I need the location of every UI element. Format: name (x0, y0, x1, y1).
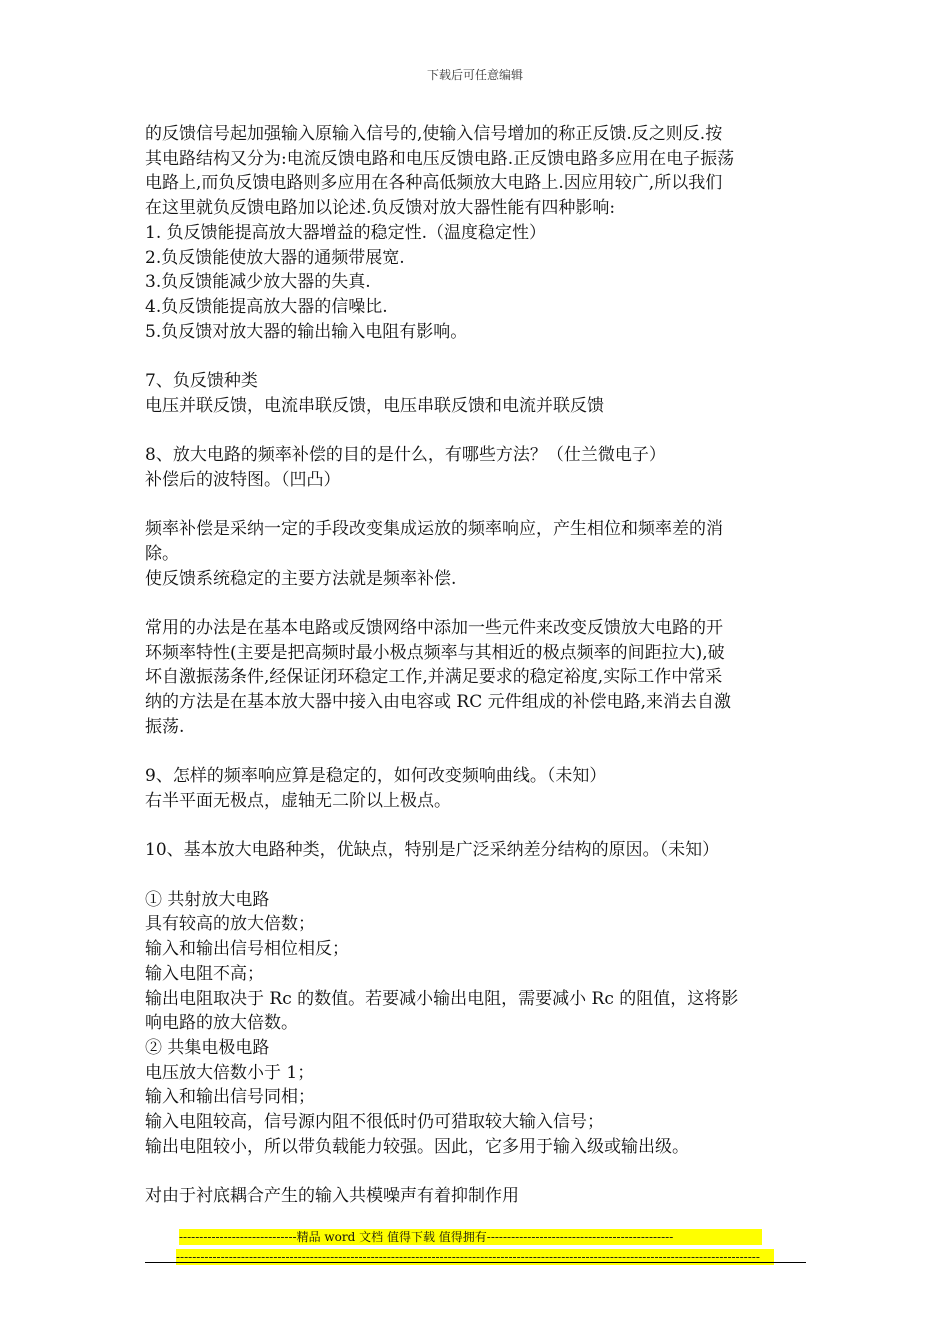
text-line: 7、负反馈种类 (145, 371, 258, 392)
blank-line (145, 814, 810, 839)
text-line: 输入电阻不高； (145, 963, 264, 984)
text-line: 补偿后的波特图。（凹凸） (145, 469, 341, 490)
document-body (145, 122, 810, 1209)
blank-line (145, 591, 810, 616)
text-line: 5.负反馈对放大器的输出输入电阻有影响。 (145, 321, 468, 342)
text-line: 其电路结构又分为:电流反馈电路和电压反馈电路.正反馈电路多应用在电子振荡 (145, 148, 735, 169)
text-line: 4.负反馈能提高放大器的信噪比. (145, 296, 388, 317)
text-line: 电压放大倍数小于 1； (145, 1062, 315, 1083)
blank-line (145, 863, 810, 888)
page-header: 下载后可任意编辑 (426, 68, 523, 82)
text-line: 响电路的放大倍数。 (145, 1013, 298, 1034)
blank-line (145, 740, 810, 765)
blank-line (145, 1159, 810, 1184)
text-line: 9、怎样的频率响应算是稳定的，如何改变频响曲线。（未知） (145, 766, 607, 787)
text-line: 具有较高的放大倍数； (145, 914, 315, 935)
text-line: 输出电阻较小，所以带负载能力较强。因此，它多用于输入级或输出级。 (145, 1136, 689, 1157)
text-line: 振荡. (145, 716, 185, 737)
text-line: 常用的办法是在基本电路或反馈网络中添加一些元件来改变反馈放大电路的开 (145, 618, 723, 638)
text-line: 使反馈系统稳定的主要方法就是频率补偿. (145, 568, 457, 589)
text-line: 输入和输出信号相位相反； (145, 939, 349, 960)
text-line: 输入电阻较高，信号源内阻不很低时仍可猎取较大输入信号； (145, 1112, 604, 1133)
blank-line (145, 344, 810, 369)
footer-banner-line-2: ------------------------------------------------------------------------------------------------------------------------------------------------ (176, 1249, 774, 1265)
text-line: 3.负反馈能减少放大器的失真. (145, 272, 371, 293)
text-line: 电压并联反馈，电流串联反馈，电压串联反馈和电流并联反馈 (145, 395, 604, 416)
text-line: 10、基本放大电路种类，优缺点，特别是广泛采纳差分结构的原因。（未知） (145, 840, 720, 861)
text-line: 8、放大电路的频率补偿的目的是什么，有哪些方法？（仕兰微电子） (145, 445, 666, 466)
text-line: 电路上,而负反馈电路则多应用在各种高低频放大电路上.因应用较广,所以我们 (145, 173, 723, 194)
text-line: 除。 (145, 543, 179, 564)
text-line: 频率补偿是采纳一定的手段改变集成运放的频率响应，产生相位和频率差的消 (145, 519, 723, 540)
text-line: 输出电阻取决于 Rc 的数值。若要减小输出电阻，需要减小 Rc 的阻值，这将影 (145, 988, 739, 1009)
text-line: 右半平面无极点，虚轴无二阶以上极点。 (145, 790, 451, 811)
blank-line (145, 418, 810, 443)
text-line: 坏自激振荡条件,经保证闭环稳定工作,并满足要求的稳定裕度,实际工作中常采 (145, 667, 723, 688)
text-line: 2.负反馈能使放大器的通频带展宽. (145, 247, 405, 268)
text-line: ① 共射放大电路 (145, 889, 270, 910)
text-line: 在这里就负反馈电路加以论述.负反馈对放大器性能有四种影响: (145, 198, 616, 219)
text-line: ② 共集电极电路 (145, 1037, 270, 1058)
text-line: 对由于衬底耦合产生的输入共模噪声有着抑制作用 (145, 1186, 519, 1207)
text-line: 1. 负反馈能提高放大器增益的稳定性.（温度稳定性） (145, 222, 547, 243)
footer-rule (145, 1262, 806, 1263)
text-line: 环频率特性(主要是把高频时最小极点频率与其相近的极点频率的间距拉大),破 (145, 642, 725, 663)
footer-banner (176, 1229, 776, 1269)
text-line: 纳的方法是在基本放大器中接入由电容或 RC 元件组成的补偿电路,来消去自激 (145, 692, 732, 713)
text-line: 输入和输出信号同相； (145, 1087, 315, 1108)
text-line: 的反馈信号起加强输入原输入信号的,使输入信号增加的称正反馈.反之则反.按 (145, 124, 723, 144)
blank-line (145, 493, 810, 518)
footer-banner-line-1: -----------------------------精品 word 文档 值得下载 值得拥有---------------------------------------------- (179, 1229, 762, 1245)
